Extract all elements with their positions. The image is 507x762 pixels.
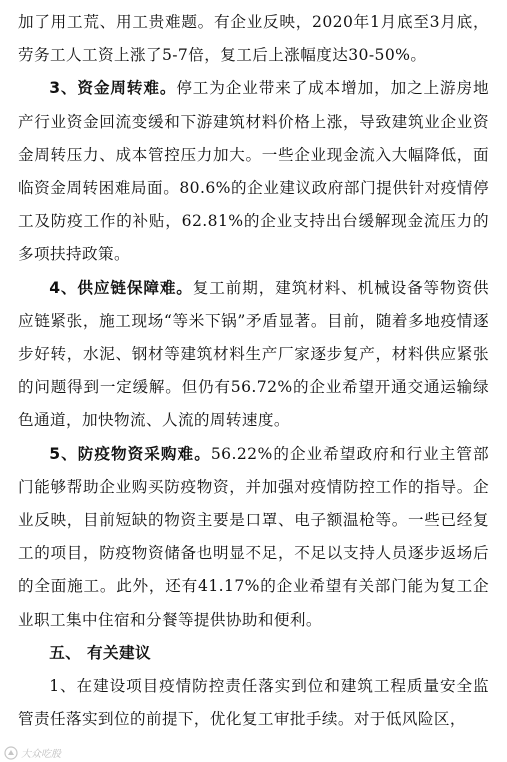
paragraph-text: 复工前期，建筑材料、机械设备等物资供应链紧张，施工现场“等米下锅”矛盾显著。目前，随着多地疫情逐步好转，水泥、钢材等建筑材料生产厂家逐步复产，材料供应紧张的问题得到一定缓解。但仍有56.72%的企业希望开通交通运输绿色通道，加快物流、人流的周转速度。	[18, 278, 490, 430]
paragraph-text: 56.22%的企业希望政府和行业主管部门能够帮助企业购买防疫物资，并加强对疫情防控工作的指导。企业反映，目前短缺的物资主要是口罩、电子额温枪等。一些已经复工的项目，防疫物资储备也明显不足，不足以支持人员逐步返场后的全面施工。此外，还有41.17%的企业希望有关部门能为复工企业职工集中住宿和分餐等提供协助和便利。	[18, 444, 490, 629]
paragraph-intro-continuation	[18, 6, 489, 72]
watermark-logo-icon	[4, 746, 18, 760]
paragraph-supply-chain	[18, 272, 489, 438]
paragraph-epidemic-supplies	[18, 438, 489, 637]
paragraph-capital-turnover	[18, 72, 489, 271]
paragraph-text: 停工为企业带来了成本增加，加之上游房地产行业资金回流变缓和下游建筑材料价格上涨，导致建筑业企业资金周转压力、成本管控压力加大。一些企业现金流入大幅降低，面临资金周转困难局面。80.6%的企业建议政府部门提供针对疫情停工及防疫工作的补贴，62.81%的企业支持出台缓解现金流压力的多项扶持政策。	[18, 79, 489, 264]
paragraph-lead: 3、资金周转难。	[49, 79, 177, 98]
paragraph-text: 加了用工荒、用工贵难题。有企业反映，2020年1月底至3月底，劳务工人工资上涨了5-7倍，复工后上涨幅度达30-50%。	[18, 13, 489, 65]
paragraph-lead: 4、供应链保障难。	[49, 278, 193, 297]
paragraph-lead: 5、防疫物资采购难。	[49, 444, 211, 463]
watermark	[4, 745, 61, 760]
watermark-text: 大众吃股	[21, 749, 61, 760]
paragraph-text: 1、在建设项目疫情防控责任落实到位和建筑工程质量安全监管责任落实到位的前提下，优化复工审批手续。对于低风险区，	[18, 677, 489, 729]
paragraph-suggestion-1	[18, 670, 489, 736]
section-heading: 五、 有关建议	[49, 643, 151, 662]
